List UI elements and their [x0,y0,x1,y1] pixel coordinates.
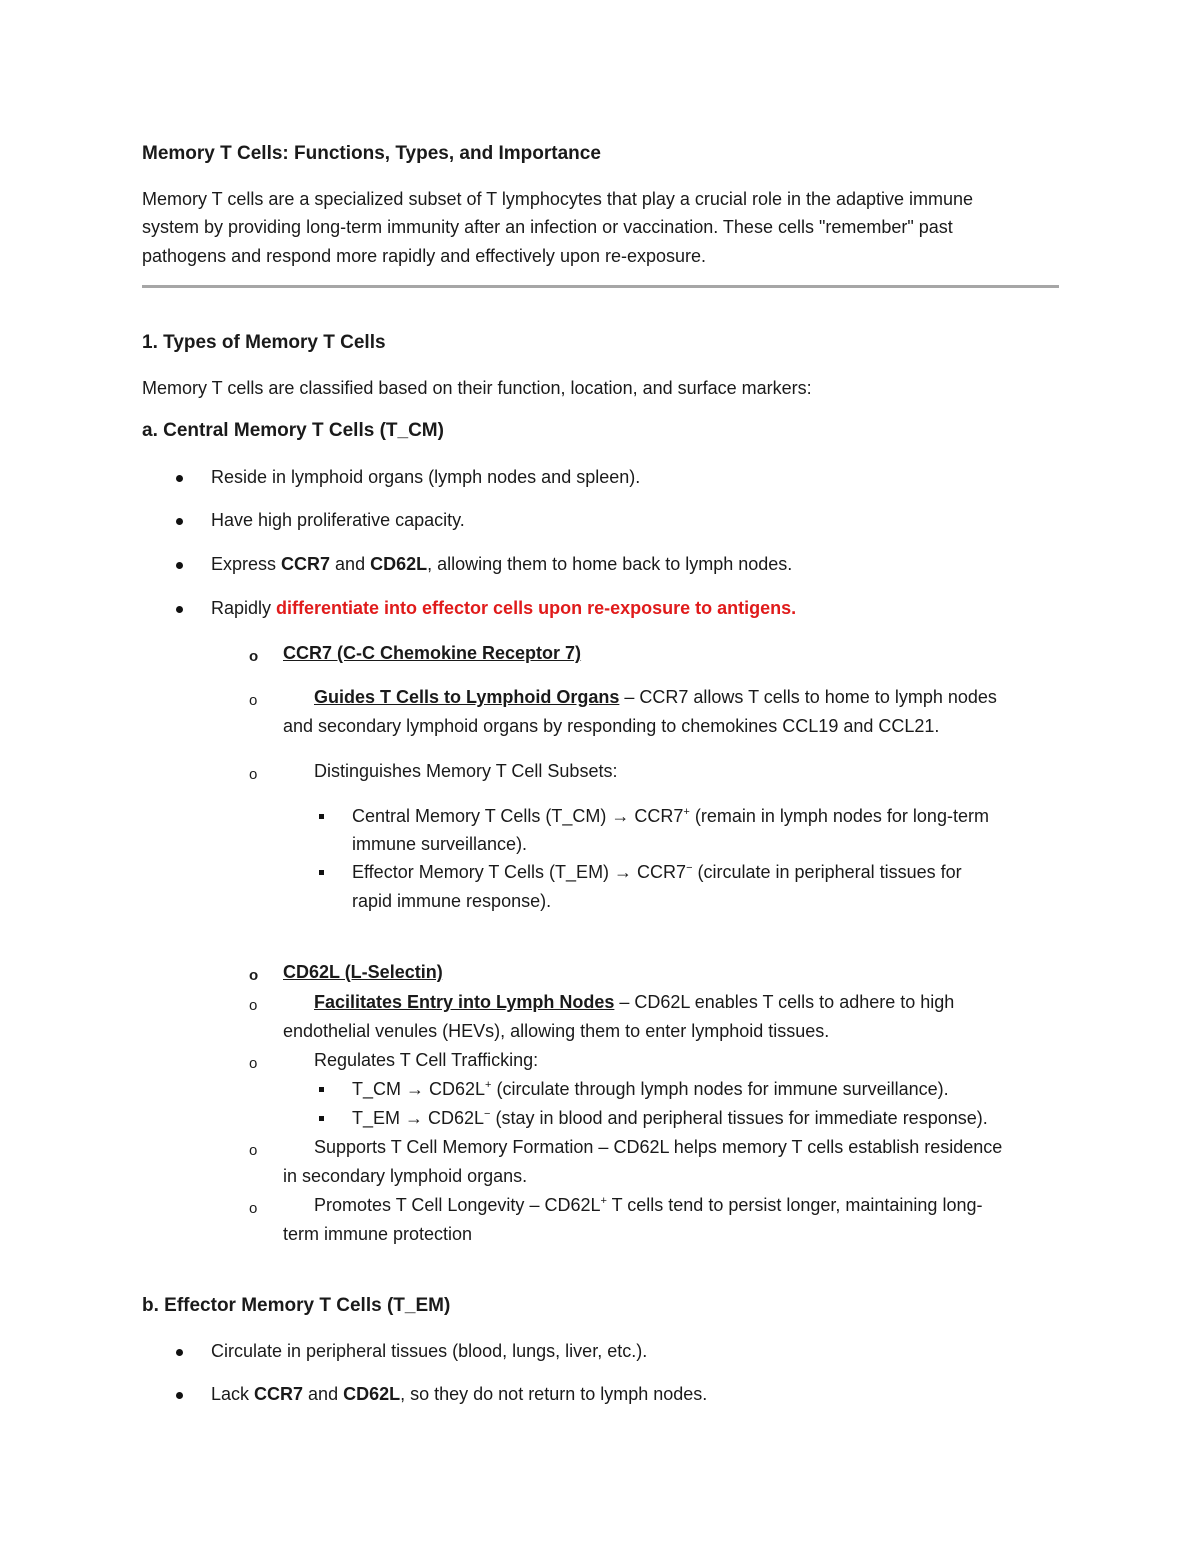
bullet-icon [176,562,183,569]
ccr7-heading: CCR7 (C-C Chemokine Receptor 7) [283,643,582,663]
sub-list-item-continuation: rapid immune response). [352,891,552,911]
circle-bullet-icon: o [249,1055,258,1072]
intro-line-3: pathogens and respond more rapidly and effectively upon re-exposure. [142,246,707,266]
bullet-icon [176,1349,183,1356]
section-heading: 1. Types of Memory T Cells [142,332,386,353]
circle-bullet-icon: o [249,648,259,665]
document-title: Memory T Cells: Functions, Types, and Importance [142,143,601,164]
sub-list-item: Effector Memory T Cells (T_EM) → CCR7− (circulate in peripheral tissues for [352,862,962,882]
subsection-heading-tcm: a. Central Memory T Cells (T_CM) [142,420,444,441]
square-bullet-icon [319,1116,324,1121]
sub-list-item-continuation: immune surveillance). [352,834,528,854]
intro-line-1: Memory T cells are a specialized subset of T lymphocytes that play a crucial role in the adaptive immune [142,189,974,209]
list-item: Guides T Cells to Lymphoid Organs – CCR7 allows T cells to home to lymph nodes [314,687,997,707]
list-item: Promotes T Cell Longevity – CD62L+ T cells tend to persist longer, maintaining long- [314,1195,983,1215]
list-item: Express CCR7 and CD62L, allowing them to home back to lymph nodes. [211,554,793,574]
cd62l-heading: CD62L (L-Selectin) [283,962,443,982]
list-item-continuation: in secondary lymphoid organs. [283,1166,528,1186]
section-text: Memory T cells are classified based on their function, location, and surface markers: [142,378,812,398]
bullet-icon [176,1392,183,1399]
sub-list-item: T_EM → CD62L− (stay in blood and peripheral tissues for immediate response). [352,1108,988,1128]
bullet-icon [176,606,183,613]
list-item: Circulate in peripheral tissues (blood, lungs, liver, etc.). [211,1341,648,1361]
list-item-continuation: endothelial venules (HEVs), allowing them to enter lymphoid tissues. [283,1021,830,1041]
subsection-heading-tem: b. Effector Memory T Cells (T_EM) [142,1295,451,1316]
intro-line-2: system by providing long-term immunity after an infection or vaccination. These cells "remember" past [142,217,953,237]
circle-bullet-icon: o [249,766,258,783]
sub-list-item: Central Memory T Cells (T_CM) → CCR7+ (remain in lymph nodes for long-term [352,806,989,826]
list-item: Reside in lymphoid organs (lymph nodes and spleen). [211,467,641,487]
circle-bullet-icon: o [249,1142,258,1159]
list-item: Have high proliferative capacity. [211,510,465,530]
square-bullet-icon [319,870,324,875]
circle-bullet-icon: o [249,997,258,1014]
list-item: Distinguishes Memory T Cell Subsets: [314,761,618,781]
square-bullet-icon [319,1087,324,1092]
square-bullet-icon [319,814,324,819]
horizontal-divider [142,285,1059,288]
circle-bullet-icon: o [249,967,259,984]
list-item: Supports T Cell Memory Formation – CD62L helps memory T cells establish residence [314,1137,1003,1157]
list-item-continuation: term immune protection [283,1224,473,1244]
list-item: Rapidly differentiate into effector cells upon re-exposure to antigens. [211,598,797,618]
bullet-icon [176,518,183,525]
sub-list-item: T_CM → CD62L+ (circulate through lymph nodes for immune surveillance). [352,1079,949,1099]
list-item: Facilitates Entry into Lymph Nodes – CD62L enables T cells to adhere to high [314,992,955,1012]
list-item: Regulates T Cell Trafficking: [314,1050,539,1070]
bullet-icon [176,475,183,482]
list-item-continuation: and secondary lymphoid organs by responding to chemokines CCL19 and CCL21. [283,716,940,736]
circle-bullet-icon: o [249,1200,258,1217]
circle-bullet-icon: o [249,692,258,709]
list-item: Lack CCR7 and CD62L, so they do not return to lymph nodes. [211,1384,708,1404]
